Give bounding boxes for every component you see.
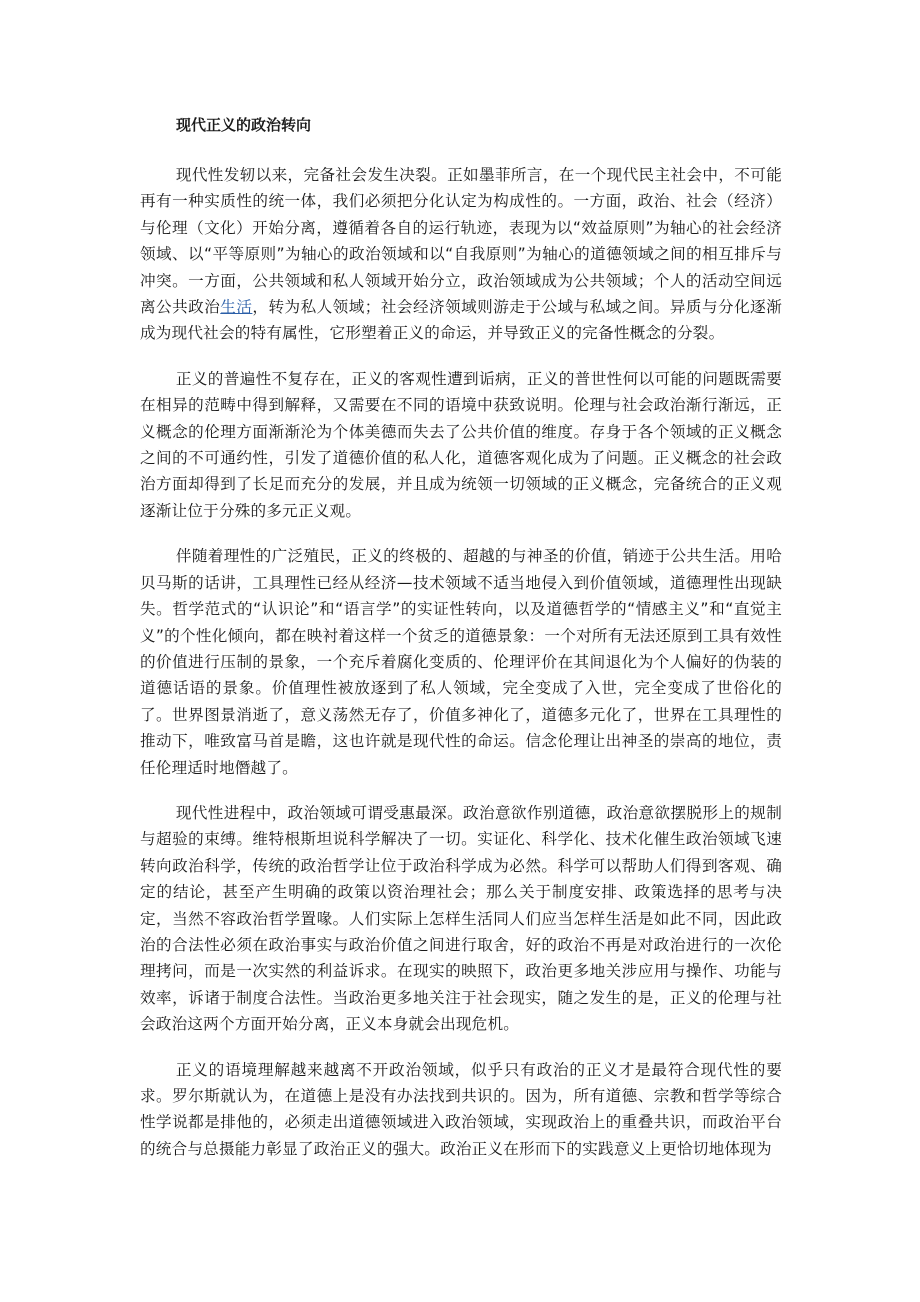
paragraph-2: 正义的普遍性不复存在，正义的客观性遭到诟病，正义的普世性何以可能的问题既需要在相异的范畴中得到解释，又需要在不同的语境中获致说明。伦理与社会政治渐行渐远，正义概念的伦理方面渐渐沦为个体美德而失去了公共价值的维度。存身于各个领域的正义概念之间的不可通约性，引发了道德价值的私人化，道德客观化成为了问题。正义概念的社会政治方面却得到了长足而充分的发展，并且成为统领一切领域的正义概念，完备统合的正义观逐渐让位于分殊的多元正义观。	[140, 369, 782, 520]
paragraph-5: 正义的语境理解越来越离不开政治领域，似乎只有政治的正义才是最符合现代性的要求。罗尔斯就认为，在道德上是没有办法找到共识的。因为，所有道德、宗教和哲学等综合性学说都是排他的，必须走出道德领域进入政治领域，实现政治上的重叠共识，而政治平台的统合与总摄能力彰显了政治正义的强大。政治正义在形而下的实践意义上更恰切地体现为	[140, 1060, 782, 1158]
document-page	[140, 110, 782, 1181]
paragraph-1-text-a: 现代性发轫以来，完备社会发生决裂。正如墨菲所言，在一个现代民主社会中，不可能再有一种实质性的统一体，我们必须把分化认定为构成性的。一方面，政治、社会（经济）与伦理（文化）开始分离，遵循着各自的运行轨迹，表现为以“效益原则”为轴心的社会经济领域、以“平等原则”为轴心的政治领域和以“自我原则”为轴心的道德领域之间的相互排斥与冲突。一方面，公共领域和私人领域开始分立，政治领域成为公共领域；个人的活动空间远离公共政治	[140, 166, 782, 317]
document-title: 现代正义的政治转向	[176, 116, 312, 134]
paragraph-1	[140, 162, 782, 347]
life-link[interactable]: 生活	[220, 298, 253, 317]
paragraph-3: 伴随着理性的广泛殖民，正义的终极的、超越的与神圣的价值，销迹于公共生活。用哈贝马斯的话讲，工具理性已经从经济—技术领域不适当地侵入到价值领域，道德理性出现缺失。哲学范式的“认识论”和“语言学”的实证性转向，以及道德哲学的“情感主义”和“直觉主义”的个性化倾向，都在映衬着这样一个贫乏的道德景象：一个对所有无法还原到工具有效性的价值进行压制的景象，一个充斥着腐化变质的、伦理评价在其间退化为个人偏好的伪装的道德话语的景象。价值理性被放逐到了私人领域，完全变成了入世，完全变成了世俗化的了。世界图景消逝了，意义荡然无存了，价值多神化了，道德多元化了，世界在工具理性的推动下，唯致富马首是瞻，这也许就是现代性的命运。信念伦理让出神圣的崇高的地位，责任伦理适时地僭越了。	[140, 547, 782, 777]
paragraph-4: 现代性进程中，政治领域可谓受惠最深。政治意欲作别道德，政治意欲摆脱形上的规制与超验的束缚。维特根斯坦说科学解决了一切。实证化、科学化、技术化催生政治领域飞速转向政治科学，传统的政治哲学让位于政治科学成为必然。科学可以帮助人们得到客观、确定的结论，甚至产生明确的政策以资治理社会；那么关于制度安排、政策选择的思考与决定，当然不容政治哲学置喙。人们实际上怎样生活同人们应当怎样生活是如此不同，因此政治的合法性必须在政治事实与政治价值之间进行取舍，好的政治不再是对政治进行的一次伦理拷问，而是一次实然的利益诉求。在现实的映照下，政治更多地关涉应用与操作、功能与效率，诉诸于制度合法性。当政治更多地关注于社会现实，随之发生的是，正义的伦理与社会政治这两个方面开始分离，正义本身就会出现危机。	[140, 803, 782, 1034]
paragraph-1-text-b: ，转为私人领域；社会经济领域则游走于公域与私域之间。异质与分化逐渐成为现代社会的特有属性，它形塑着正义的命运，并导致正义的完备性概念的分裂。	[140, 298, 782, 343]
